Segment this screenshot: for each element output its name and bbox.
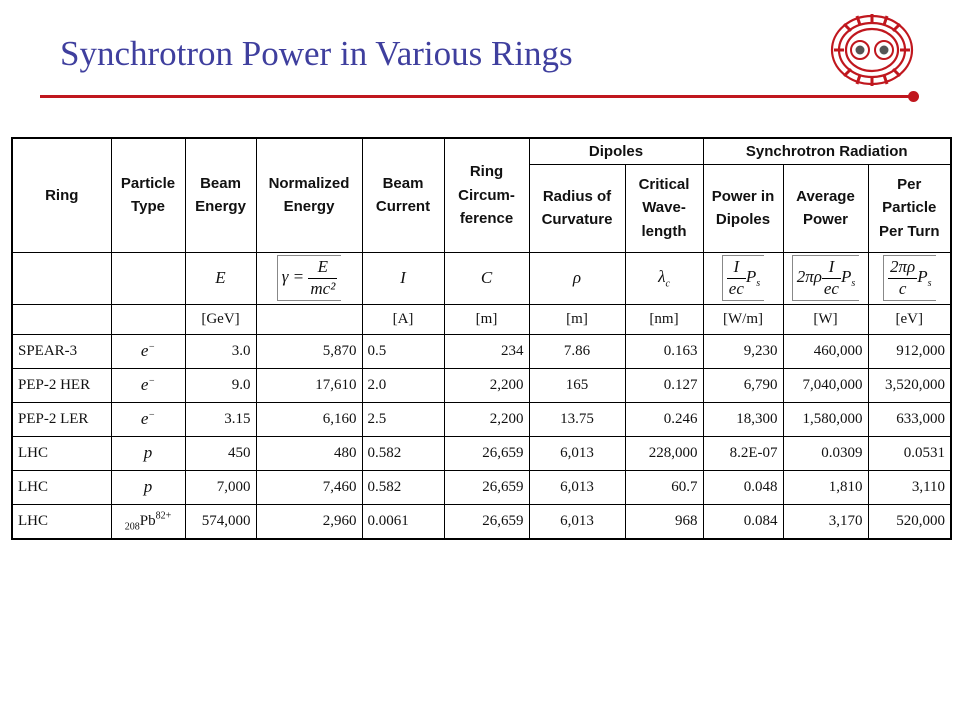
cell-radius: 6,013 — [529, 436, 625, 470]
symbol-energy: E — [185, 252, 256, 304]
title-underline-dot — [908, 91, 919, 102]
table-row — [12, 504, 951, 539]
cell-average-power: 3,170 — [783, 504, 868, 539]
cell-energy: 7,000 — [185, 470, 256, 504]
header-normalized-energy: Normalized Energy — [256, 138, 362, 252]
cell-circumference: 2,200 — [444, 368, 529, 402]
cell-current: 0.582 — [362, 436, 444, 470]
cell-ring: PEP-2 HER — [12, 368, 111, 402]
cell-power-dipoles: 18,300 — [703, 402, 783, 436]
units-row — [12, 304, 951, 334]
cell-particle: e− — [111, 334, 185, 368]
cell-current: 0.5 — [362, 334, 444, 368]
header-synchrotron-radiation: Synchrotron Radiation — [703, 138, 951, 164]
cell-normalized: 2,960 — [256, 504, 362, 539]
header-beam-current: Beam Current — [362, 138, 444, 252]
cell-power-dipoles: 9,230 — [703, 334, 783, 368]
table-row — [12, 334, 951, 368]
cell-per-turn: 633,000 — [868, 402, 951, 436]
header-average-power: Average Power — [783, 164, 868, 252]
cell-radius: 165 — [529, 368, 625, 402]
cell-average-power: 1,810 — [783, 470, 868, 504]
cell-energy: 3.15 — [185, 402, 256, 436]
cell-wavelength: 968 — [625, 504, 703, 539]
cell-radius: 13.75 — [529, 402, 625, 436]
cell-normalized: 17,610 — [256, 368, 362, 402]
cell-current: 2.5 — [362, 402, 444, 436]
cell-ring: SPEAR-3 — [12, 334, 111, 368]
cell-energy: 3.0 — [185, 334, 256, 368]
synchrotron-power-table — [11, 137, 952, 540]
cell-per-turn: 3,520,000 — [868, 368, 951, 402]
cell-wavelength: 0.246 — [625, 402, 703, 436]
table-row — [12, 402, 951, 436]
unit-circumference: [m] — [444, 304, 529, 334]
symbol-empty — [12, 252, 111, 304]
cell-average-power: 7,040,000 — [783, 368, 868, 402]
header-power-in-dipoles: Power in Dipoles — [703, 164, 783, 252]
cell-particle: p — [111, 436, 185, 470]
cell-current: 0.0061 — [362, 504, 444, 539]
unit-empty — [111, 304, 185, 334]
symbol-empty — [111, 252, 185, 304]
cell-power-dipoles: 8.2E-07 — [703, 436, 783, 470]
cell-radius: 6,013 — [529, 504, 625, 539]
cell-energy: 574,000 — [185, 504, 256, 539]
symbol-circumference: C — [444, 252, 529, 304]
table-row — [12, 436, 951, 470]
cell-wavelength: 60.7 — [625, 470, 703, 504]
symbol-gamma-formula: γ = $\frac{E}{\text{mc²}}$ — [256, 252, 362, 304]
unit-power-dipoles: [W/m] — [703, 304, 783, 334]
unit-radius: [m] — [529, 304, 625, 334]
symbol-average-power-formula: 2πρ $\frac{I}{ec}$ $P_s$ — [783, 252, 868, 304]
title-underline — [40, 95, 912, 98]
table-row — [12, 470, 951, 504]
cell-radius: 6,013 — [529, 470, 625, 504]
cell-average-power: 0.0309 — [783, 436, 868, 470]
cell-particle: e− — [111, 368, 185, 402]
header-per-particle-per-turn: Per Particle Per Turn — [868, 164, 951, 252]
cell-ring: LHC — [12, 470, 111, 504]
cell-wavelength: 0.163 — [625, 334, 703, 368]
cell-power-dipoles: 0.048 — [703, 470, 783, 504]
cell-ring: LHC — [12, 504, 111, 539]
header-critical-wavelength: Critical Wave-length — [625, 164, 703, 252]
cell-wavelength: 0.127 — [625, 368, 703, 402]
header-particle-type: Particle Type — [111, 138, 185, 252]
cell-ring: LHC — [12, 436, 111, 470]
header-beam-energy: Beam Energy — [185, 138, 256, 252]
unit-average-power: [W] — [783, 304, 868, 334]
cell-circumference: 234 — [444, 334, 529, 368]
slide-title: Synchrotron Power in Various Rings — [60, 34, 573, 73]
cell-circumference: 26,659 — [444, 504, 529, 539]
symbol-row — [12, 252, 951, 304]
header-ring-circumference: Ring Circum-ference — [444, 138, 529, 252]
cell-average-power: 460,000 — [783, 334, 868, 368]
cell-particle: p — [111, 470, 185, 504]
cell-circumference: 26,659 — [444, 470, 529, 504]
cell-normalized: 5,870 — [256, 334, 362, 368]
cell-per-turn: 520,000 — [868, 504, 951, 539]
cell-circumference: 26,659 — [444, 436, 529, 470]
cell-current: 0.582 — [362, 470, 444, 504]
cell-power-dipoles: 0.084 — [703, 504, 783, 539]
cern-logo-icon — [822, 10, 922, 88]
unit-wavelength: [nm] — [625, 304, 703, 334]
symbol-current: I — [362, 252, 444, 304]
cell-circumference: 2,200 — [444, 402, 529, 436]
cell-per-turn: 912,000 — [868, 334, 951, 368]
cell-average-power: 1,580,000 — [783, 402, 868, 436]
unit-per-turn: [eV] — [868, 304, 951, 334]
cell-current: 2.0 — [362, 368, 444, 402]
unit-beam-energy: [GeV] — [185, 304, 256, 334]
header-radius-of-curvature: Radius of Curvature — [529, 164, 625, 252]
symbol-per-turn-formula: $\frac{2\pi\rho}{c}$ $P_s$ — [868, 252, 951, 304]
header-ring: Ring — [12, 138, 111, 252]
cell-power-dipoles: 6,790 — [703, 368, 783, 402]
symbol-lambda-c: $\lambda_c$ — [625, 252, 703, 304]
symbol-power-dipoles-formula: $\frac{I}{ec}$ $P_s$ — [703, 252, 783, 304]
cell-radius: 7.86 — [529, 334, 625, 368]
cell-per-turn: 0.0531 — [868, 436, 951, 470]
cell-normalized: 6,160 — [256, 402, 362, 436]
table-row — [12, 368, 951, 402]
header-dipoles: Dipoles — [529, 138, 703, 164]
cell-wavelength: 228,000 — [625, 436, 703, 470]
cell-particle: $_{208}Pb^{82+}$ — [111, 504, 185, 539]
cell-ring: PEP-2 LER — [12, 402, 111, 436]
cell-normalized: 480 — [256, 436, 362, 470]
cell-particle: e− — [111, 402, 185, 436]
unit-empty — [256, 304, 362, 334]
unit-beam-current: [A] — [362, 304, 444, 334]
cell-per-turn: 3,110 — [868, 470, 951, 504]
unit-empty — [12, 304, 111, 334]
cell-normalized: 7,460 — [256, 470, 362, 504]
cell-energy: 9.0 — [185, 368, 256, 402]
symbol-rho: ρ — [529, 252, 625, 304]
cell-energy: 450 — [185, 436, 256, 470]
